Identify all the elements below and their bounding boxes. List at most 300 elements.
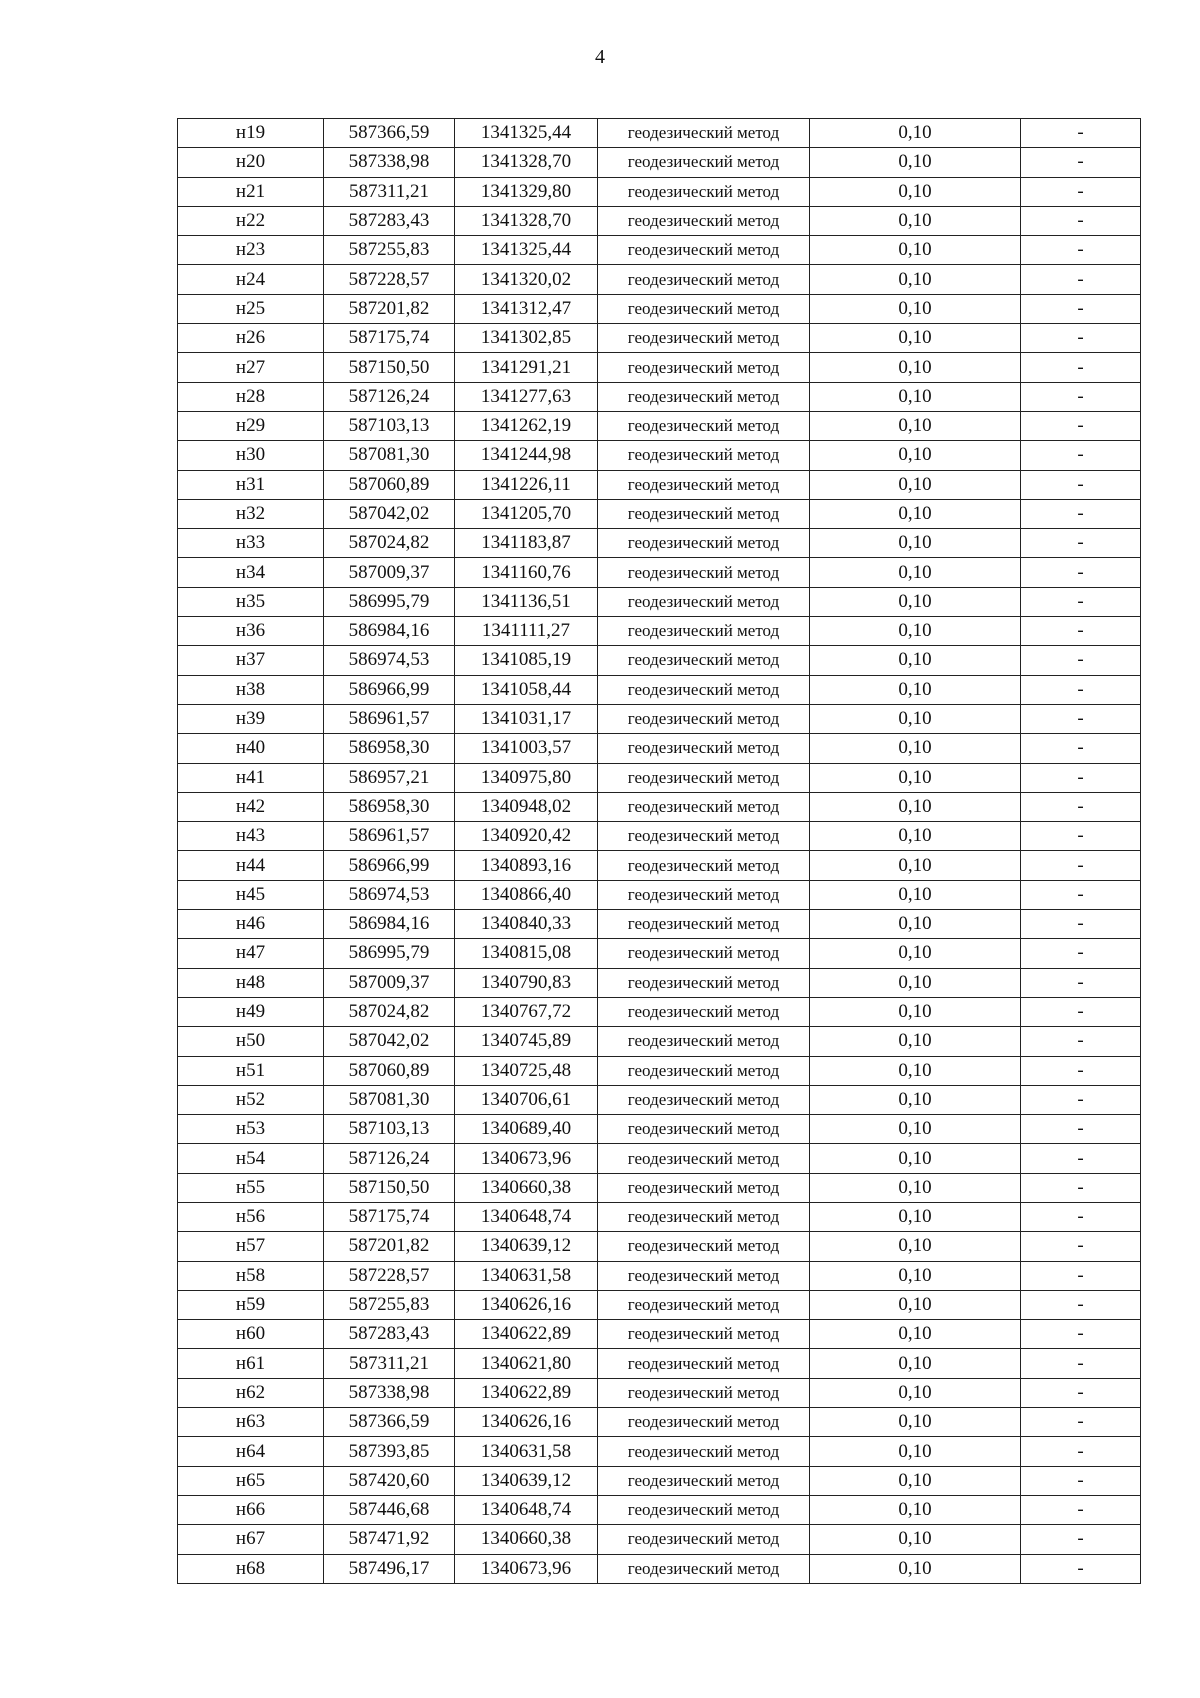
- table-row: [178, 704, 1141, 733]
- cell-method: геодезический метод: [598, 1408, 810, 1437]
- cell-note: -: [1021, 704, 1141, 733]
- cell-accuracy: 0,10: [810, 851, 1021, 880]
- cell-coord-y: 1341262,19: [455, 411, 598, 440]
- cell-coord-y: 1340689,40: [455, 1115, 598, 1144]
- cell-coord-x: 586974,53: [324, 646, 455, 675]
- cell-point-name: н27: [178, 353, 324, 382]
- cell-note: -: [1021, 1554, 1141, 1583]
- cell-point-name: н22: [178, 206, 324, 235]
- cell-note: -: [1021, 206, 1141, 235]
- cell-coord-x: 587042,02: [324, 499, 455, 528]
- cell-accuracy: 0,10: [810, 1115, 1021, 1144]
- cell-coord-y: 1340639,12: [455, 1232, 598, 1261]
- table-row: [178, 675, 1141, 704]
- cell-note: -: [1021, 617, 1141, 646]
- cell-point-name: н49: [178, 997, 324, 1026]
- cell-accuracy: 0,10: [810, 1173, 1021, 1202]
- cell-point-name: н68: [178, 1554, 324, 1583]
- table-row: [178, 558, 1141, 587]
- cell-method: геодезический метод: [598, 1144, 810, 1173]
- cell-method: геодезический метод: [598, 1437, 810, 1466]
- cell-coord-y: 1340767,72: [455, 997, 598, 1026]
- table-row: [178, 1115, 1141, 1144]
- cell-note: -: [1021, 1056, 1141, 1085]
- cell-method: геодезический метод: [598, 1495, 810, 1524]
- table-row: [178, 1085, 1141, 1114]
- cell-method: геодезический метод: [598, 939, 810, 968]
- cell-accuracy: 0,10: [810, 470, 1021, 499]
- cell-method: геодезический метод: [598, 470, 810, 499]
- cell-note: -: [1021, 1320, 1141, 1349]
- cell-coord-x: 587228,57: [324, 265, 455, 294]
- cell-accuracy: 0,10: [810, 353, 1021, 382]
- cell-point-name: н28: [178, 382, 324, 411]
- cell-coord-y: 1340673,96: [455, 1554, 598, 1583]
- cell-point-name: н36: [178, 617, 324, 646]
- cell-coord-y: 1340745,89: [455, 1027, 598, 1056]
- cell-coord-x: 587175,74: [324, 324, 455, 353]
- cell-accuracy: 0,10: [810, 177, 1021, 206]
- cell-coord-x: 587009,37: [324, 558, 455, 587]
- cell-coord-x: 587103,13: [324, 411, 455, 440]
- cell-method: геодезический метод: [598, 851, 810, 880]
- cell-point-name: н64: [178, 1437, 324, 1466]
- table-row: [178, 792, 1141, 821]
- cell-accuracy: 0,10: [810, 411, 1021, 440]
- cell-note: -: [1021, 441, 1141, 470]
- cell-point-name: н45: [178, 880, 324, 909]
- cell-coord-x: 587255,83: [324, 236, 455, 265]
- cell-point-name: н25: [178, 294, 324, 323]
- cell-accuracy: 0,10: [810, 1202, 1021, 1231]
- cell-accuracy: 0,10: [810, 206, 1021, 235]
- cell-point-name: н34: [178, 558, 324, 587]
- cell-accuracy: 0,10: [810, 558, 1021, 587]
- cell-point-name: н47: [178, 939, 324, 968]
- table-row: [178, 1261, 1141, 1290]
- cell-coord-y: 1341244,98: [455, 441, 598, 470]
- cell-accuracy: 0,10: [810, 1437, 1021, 1466]
- table-row: [178, 1554, 1141, 1583]
- cell-point-name: н59: [178, 1290, 324, 1319]
- cell-coord-x: 587393,85: [324, 1437, 455, 1466]
- cell-method: геодезический метод: [598, 646, 810, 675]
- table-row: [178, 646, 1141, 675]
- cell-coord-y: 1341328,70: [455, 206, 598, 235]
- table-row: [178, 1320, 1141, 1349]
- cell-coord-y: 1340920,42: [455, 822, 598, 851]
- cell-method: геодезический метод: [598, 997, 810, 1026]
- table-row: [178, 734, 1141, 763]
- cell-method: геодезический метод: [598, 1261, 810, 1290]
- cell-coord-x: 587366,59: [324, 1408, 455, 1437]
- table-row: [178, 587, 1141, 616]
- cell-coord-x: 586966,99: [324, 675, 455, 704]
- cell-note: -: [1021, 997, 1141, 1026]
- cell-point-name: н31: [178, 470, 324, 499]
- cell-accuracy: 0,10: [810, 1261, 1021, 1290]
- cell-coord-y: 1340948,02: [455, 792, 598, 821]
- cell-method: геодезический метод: [598, 1027, 810, 1056]
- cell-method: геодезический метод: [598, 177, 810, 206]
- table-row: [178, 411, 1141, 440]
- table-row: [178, 1202, 1141, 1231]
- cell-coord-y: 1341205,70: [455, 499, 598, 528]
- cell-coord-y: 1341312,47: [455, 294, 598, 323]
- cell-coord-x: 586984,16: [324, 617, 455, 646]
- cell-accuracy: 0,10: [810, 587, 1021, 616]
- table-row: [178, 353, 1141, 382]
- table-row: [178, 265, 1141, 294]
- cell-point-name: н35: [178, 587, 324, 616]
- table-row: [178, 382, 1141, 411]
- cell-coord-x: 587471,92: [324, 1525, 455, 1554]
- cell-method: геодезический метод: [598, 968, 810, 997]
- cell-note: -: [1021, 1027, 1141, 1056]
- cell-coord-x: 587060,89: [324, 1056, 455, 1085]
- cell-method: геодезический метод: [598, 617, 810, 646]
- table-row: [178, 148, 1141, 177]
- cell-point-name: н21: [178, 177, 324, 206]
- coordinates-table: [177, 118, 1141, 1584]
- cell-note: -: [1021, 119, 1141, 148]
- cell-accuracy: 0,10: [810, 1085, 1021, 1114]
- cell-note: -: [1021, 1202, 1141, 1231]
- cell-point-name: н57: [178, 1232, 324, 1261]
- cell-method: геодезический метод: [598, 910, 810, 939]
- cell-coord-x: 587081,30: [324, 441, 455, 470]
- cell-point-name: н20: [178, 148, 324, 177]
- table-row: [178, 1056, 1141, 1085]
- cell-coord-y: 1341160,76: [455, 558, 598, 587]
- table-row: [178, 1144, 1141, 1173]
- cell-coord-y: 1340893,16: [455, 851, 598, 880]
- table-row: [178, 910, 1141, 939]
- cell-method: геодезический метод: [598, 236, 810, 265]
- cell-method: геодезический метод: [598, 704, 810, 733]
- cell-coord-x: 586961,57: [324, 822, 455, 851]
- cell-coord-x: 586984,16: [324, 910, 455, 939]
- cell-coord-y: 1341111,27: [455, 617, 598, 646]
- cell-accuracy: 0,10: [810, 1408, 1021, 1437]
- cell-coord-x: 587081,30: [324, 1085, 455, 1114]
- cell-accuracy: 0,10: [810, 792, 1021, 821]
- cell-accuracy: 0,10: [810, 734, 1021, 763]
- cell-note: -: [1021, 910, 1141, 939]
- table-row: [178, 1525, 1141, 1554]
- cell-coord-x: 587420,60: [324, 1466, 455, 1495]
- cell-coord-x: 587311,21: [324, 177, 455, 206]
- cell-point-name: н39: [178, 704, 324, 733]
- cell-point-name: н50: [178, 1027, 324, 1056]
- cell-coord-x: 587150,50: [324, 353, 455, 382]
- cell-coord-x: 587024,82: [324, 997, 455, 1026]
- cell-coord-y: 1340790,83: [455, 968, 598, 997]
- cell-coord-y: 1340626,16: [455, 1408, 598, 1437]
- cell-note: -: [1021, 1437, 1141, 1466]
- cell-point-name: н30: [178, 441, 324, 470]
- cell-note: -: [1021, 675, 1141, 704]
- page-number: 4: [595, 46, 605, 68]
- cell-coord-y: 1341085,19: [455, 646, 598, 675]
- cell-coord-y: 1340840,33: [455, 910, 598, 939]
- table-row: [178, 441, 1141, 470]
- cell-coord-y: 1340975,80: [455, 763, 598, 792]
- cell-method: геодезический метод: [598, 1232, 810, 1261]
- cell-point-name: н24: [178, 265, 324, 294]
- cell-note: -: [1021, 939, 1141, 968]
- cell-note: -: [1021, 1408, 1141, 1437]
- cell-note: -: [1021, 968, 1141, 997]
- table-row: [178, 324, 1141, 353]
- table-row: [178, 822, 1141, 851]
- cell-coord-x: 586995,79: [324, 939, 455, 968]
- cell-coord-y: 1340725,48: [455, 1056, 598, 1085]
- cell-accuracy: 0,10: [810, 294, 1021, 323]
- cell-point-name: н29: [178, 411, 324, 440]
- cell-method: геодезический метод: [598, 675, 810, 704]
- cell-point-name: н43: [178, 822, 324, 851]
- cell-point-name: н54: [178, 1144, 324, 1173]
- table-row: [178, 1378, 1141, 1407]
- cell-note: -: [1021, 411, 1141, 440]
- cell-note: -: [1021, 1290, 1141, 1319]
- cell-note: -: [1021, 148, 1141, 177]
- cell-coord-y: 1341226,11: [455, 470, 598, 499]
- cell-coord-x: 587228,57: [324, 1261, 455, 1290]
- cell-coord-y: 1341058,44: [455, 675, 598, 704]
- cell-point-name: н65: [178, 1466, 324, 1495]
- cell-accuracy: 0,10: [810, 265, 1021, 294]
- cell-note: -: [1021, 499, 1141, 528]
- table-row: [178, 939, 1141, 968]
- cell-note: -: [1021, 1495, 1141, 1524]
- cell-coord-y: 1340673,96: [455, 1144, 598, 1173]
- table-row: [178, 617, 1141, 646]
- cell-method: геодезический метод: [598, 558, 810, 587]
- cell-method: геодезический метод: [598, 1085, 810, 1114]
- cell-point-name: н61: [178, 1349, 324, 1378]
- cell-coord-x: 587150,50: [324, 1173, 455, 1202]
- cell-coord-y: 1340648,74: [455, 1202, 598, 1231]
- cell-accuracy: 0,10: [810, 1144, 1021, 1173]
- cell-coord-y: 1341320,02: [455, 265, 598, 294]
- table-row: [178, 1173, 1141, 1202]
- cell-accuracy: 0,10: [810, 997, 1021, 1026]
- cell-method: геодезический метод: [598, 441, 810, 470]
- cell-accuracy: 0,10: [810, 880, 1021, 909]
- cell-method: геодезический метод: [598, 529, 810, 558]
- cell-method: геодезический метод: [598, 382, 810, 411]
- cell-note: -: [1021, 1173, 1141, 1202]
- cell-coord-y: 1341325,44: [455, 119, 598, 148]
- cell-accuracy: 0,10: [810, 617, 1021, 646]
- cell-method: геодезический метод: [598, 1320, 810, 1349]
- cell-method: геодезический метод: [598, 119, 810, 148]
- cell-accuracy: 0,10: [810, 1466, 1021, 1495]
- table-row: [178, 1232, 1141, 1261]
- cell-accuracy: 0,10: [810, 382, 1021, 411]
- cell-note: -: [1021, 1115, 1141, 1144]
- cell-accuracy: 0,10: [810, 968, 1021, 997]
- cell-point-name: н26: [178, 324, 324, 353]
- cell-accuracy: 0,10: [810, 675, 1021, 704]
- cell-note: -: [1021, 558, 1141, 587]
- cell-coord-x: 587283,43: [324, 1320, 455, 1349]
- cell-coord-y: 1340648,74: [455, 1495, 598, 1524]
- cell-coord-y: 1341291,21: [455, 353, 598, 382]
- cell-point-name: н37: [178, 646, 324, 675]
- cell-accuracy: 0,10: [810, 1232, 1021, 1261]
- cell-accuracy: 0,10: [810, 1525, 1021, 1554]
- cell-coord-x: 586995,79: [324, 587, 455, 616]
- table-row: [178, 1408, 1141, 1437]
- table-row: [178, 236, 1141, 265]
- cell-coord-y: 1340660,38: [455, 1525, 598, 1554]
- cell-point-name: н38: [178, 675, 324, 704]
- cell-accuracy: 0,10: [810, 1378, 1021, 1407]
- cell-note: -: [1021, 880, 1141, 909]
- cell-accuracy: 0,10: [810, 529, 1021, 558]
- cell-method: геодезический метод: [598, 587, 810, 616]
- cell-method: геодезический метод: [598, 411, 810, 440]
- table-row: [178, 1290, 1141, 1319]
- table-row: [178, 1437, 1141, 1466]
- cell-coord-y: 1340622,89: [455, 1320, 598, 1349]
- cell-accuracy: 0,10: [810, 1554, 1021, 1583]
- cell-method: геодезический метод: [598, 1173, 810, 1202]
- cell-accuracy: 0,10: [810, 763, 1021, 792]
- cell-coord-y: 1341329,80: [455, 177, 598, 206]
- cell-point-name: н62: [178, 1378, 324, 1407]
- cell-coord-x: 587060,89: [324, 470, 455, 499]
- cell-coord-y: 1341302,85: [455, 324, 598, 353]
- table-row: [178, 997, 1141, 1026]
- cell-method: геодезический метод: [598, 1466, 810, 1495]
- cell-coord-x: 587009,37: [324, 968, 455, 997]
- cell-coord-x: 587103,13: [324, 1115, 455, 1144]
- cell-coord-x: 587338,98: [324, 148, 455, 177]
- cell-method: геодезический метод: [598, 1115, 810, 1144]
- cell-accuracy: 0,10: [810, 1349, 1021, 1378]
- cell-coord-x: 587175,74: [324, 1202, 455, 1231]
- cell-coord-y: 1340639,12: [455, 1466, 598, 1495]
- cell-coord-y: 1341003,57: [455, 734, 598, 763]
- cell-accuracy: 0,10: [810, 1290, 1021, 1319]
- cell-method: геодезический метод: [598, 499, 810, 528]
- cell-note: -: [1021, 1378, 1141, 1407]
- cell-accuracy: 0,10: [810, 119, 1021, 148]
- cell-method: геодезический метод: [598, 148, 810, 177]
- cell-accuracy: 0,10: [810, 704, 1021, 733]
- cell-coord-y: 1340660,38: [455, 1173, 598, 1202]
- cell-coord-y: 1340815,08: [455, 939, 598, 968]
- cell-note: -: [1021, 734, 1141, 763]
- cell-coord-y: 1341136,51: [455, 587, 598, 616]
- cell-coord-x: 587311,21: [324, 1349, 455, 1378]
- cell-point-name: н46: [178, 910, 324, 939]
- cell-note: -: [1021, 1232, 1141, 1261]
- cell-accuracy: 0,10: [810, 236, 1021, 265]
- cell-method: геодезический метод: [598, 206, 810, 235]
- cell-point-name: н63: [178, 1408, 324, 1437]
- cell-coord-x: 587283,43: [324, 206, 455, 235]
- table-row: [178, 968, 1141, 997]
- table-row: [178, 851, 1141, 880]
- cell-note: -: [1021, 529, 1141, 558]
- cell-method: геодезический метод: [598, 763, 810, 792]
- cell-coord-y: 1341183,87: [455, 529, 598, 558]
- table-row: [178, 177, 1141, 206]
- table-row: [178, 470, 1141, 499]
- cell-point-name: н60: [178, 1320, 324, 1349]
- cell-method: геодезический метод: [598, 265, 810, 294]
- cell-note: -: [1021, 1466, 1141, 1495]
- cell-point-name: н67: [178, 1525, 324, 1554]
- cell-method: геодезический метод: [598, 1525, 810, 1554]
- cell-note: -: [1021, 177, 1141, 206]
- cell-note: -: [1021, 382, 1141, 411]
- cell-note: -: [1021, 851, 1141, 880]
- cell-note: -: [1021, 763, 1141, 792]
- cell-point-name: н42: [178, 792, 324, 821]
- cell-note: -: [1021, 792, 1141, 821]
- cell-point-name: н40: [178, 734, 324, 763]
- cell-point-name: н41: [178, 763, 324, 792]
- coordinates-table-body: [178, 119, 1141, 1584]
- cell-coord-y: 1340866,40: [455, 880, 598, 909]
- table-row: [178, 1349, 1141, 1378]
- table-row: [178, 294, 1141, 323]
- cell-coord-x: 587042,02: [324, 1027, 455, 1056]
- cell-coord-y: 1341031,17: [455, 704, 598, 733]
- table-row: [178, 1466, 1141, 1495]
- cell-point-name: н48: [178, 968, 324, 997]
- cell-method: геодезический метод: [598, 324, 810, 353]
- cell-accuracy: 0,10: [810, 910, 1021, 939]
- cell-point-name: н52: [178, 1085, 324, 1114]
- cell-note: -: [1021, 1085, 1141, 1114]
- cell-coord-x: 587024,82: [324, 529, 455, 558]
- cell-accuracy: 0,10: [810, 441, 1021, 470]
- cell-coord-x: 586961,57: [324, 704, 455, 733]
- cell-method: геодезический метод: [598, 1056, 810, 1085]
- cell-coord-x: 587496,17: [324, 1554, 455, 1583]
- cell-coord-x: 587201,82: [324, 1232, 455, 1261]
- cell-coord-x: 587126,24: [324, 382, 455, 411]
- cell-coord-x: 587338,98: [324, 1378, 455, 1407]
- cell-method: геодезический метод: [598, 734, 810, 763]
- cell-accuracy: 0,10: [810, 822, 1021, 851]
- cell-note: -: [1021, 1261, 1141, 1290]
- cell-note: -: [1021, 587, 1141, 616]
- cell-coord-x: 586958,30: [324, 734, 455, 763]
- cell-method: геодезический метод: [598, 880, 810, 909]
- cell-accuracy: 0,10: [810, 1056, 1021, 1085]
- table-row: [178, 763, 1141, 792]
- cell-coord-y: 1340621,80: [455, 1349, 598, 1378]
- cell-coord-y: 1341325,44: [455, 236, 598, 265]
- cell-note: -: [1021, 470, 1141, 499]
- table-row: [178, 119, 1141, 148]
- cell-point-name: н66: [178, 1495, 324, 1524]
- cell-point-name: н19: [178, 119, 324, 148]
- cell-point-name: н44: [178, 851, 324, 880]
- cell-method: геодезический метод: [598, 1349, 810, 1378]
- table-row: [178, 499, 1141, 528]
- cell-note: -: [1021, 353, 1141, 382]
- cell-note: -: [1021, 294, 1141, 323]
